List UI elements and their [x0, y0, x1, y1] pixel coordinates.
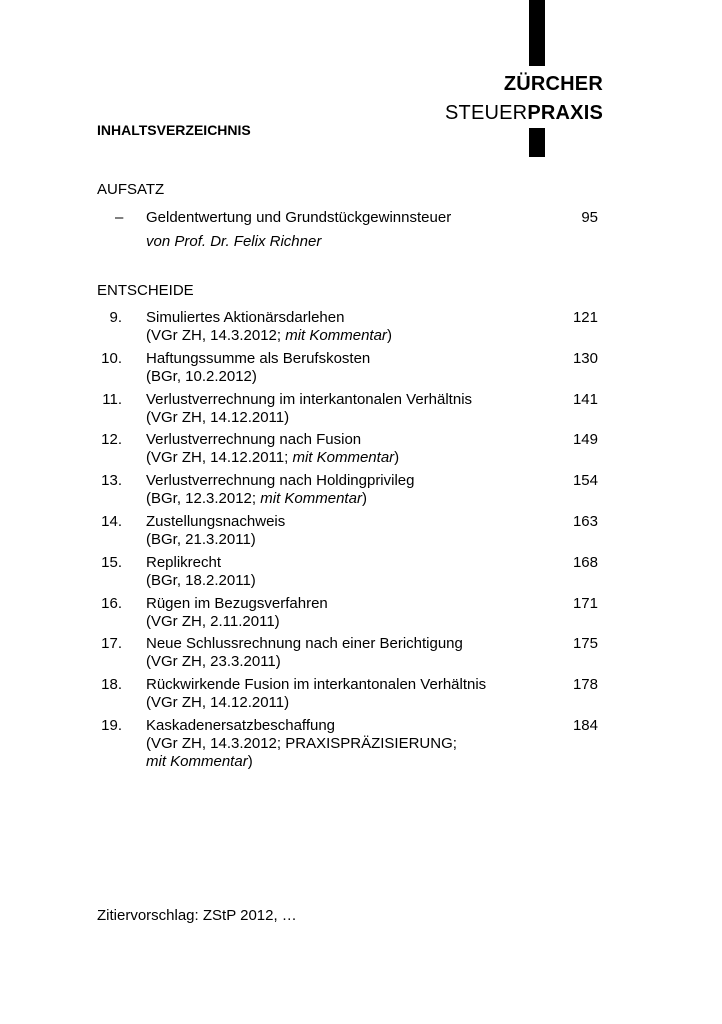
entry-source-end: ) — [386, 327, 392, 344]
entry-source: (BGr, 10.2.2012) — [146, 367, 257, 385]
entry-source-line — [146, 613, 280, 631]
entry-title: Verlustverrechnung nach Fusion — [146, 431, 362, 449]
entry-title: Rügen im Bezugsverfahren — [146, 594, 328, 612]
entry-number: 16. — [101, 594, 122, 612]
entry-source-comment: mit Kommentar — [285, 327, 387, 344]
logo-bar-top — [529, 0, 545, 66]
list-item — [0, 431, 722, 472]
list-item — [0, 717, 722, 777]
entry-number: 9. — [109, 309, 122, 326]
list-item — [0, 350, 722, 391]
entry-page: 171 — [572, 594, 598, 612]
logo-zuercher: ZÜRCHER — [503, 73, 603, 95]
entry-source-line — [146, 409, 289, 427]
entry-source-comment: mit Kommentar — [260, 490, 362, 508]
entry-source-end: ) — [361, 490, 367, 508]
entry-source-comment: mit Kommentar — [146, 752, 248, 770]
entry-page: 163 — [572, 512, 598, 530]
list-item — [0, 595, 722, 636]
entry-source-end: ) — [394, 449, 400, 467]
entry-title: Simuliertes Aktionärsdarlehen — [146, 309, 345, 326]
list-item — [0, 554, 722, 595]
entry-source: (VGr ZH, 2.11.2011) — [146, 612, 280, 630]
logo-steuerpraxis — [445, 102, 603, 125]
aufsatz-page: 95 — [581, 209, 598, 226]
logo-steuer: STEUER — [445, 102, 528, 124]
entry-source-line — [146, 449, 399, 467]
entry-number: 17. — [101, 635, 122, 653]
entry-source: (VGr ZH, 14.3.2012; — [146, 327, 286, 344]
entry-number: 14. — [101, 512, 122, 530]
entry-number: 11. — [102, 390, 122, 408]
entry-page: 168 — [572, 553, 598, 571]
citation-suggestion: Zitiervorschlag: ZStP 2012, … — [97, 907, 297, 924]
entry-title: Rückwirkende Fusion im interkantonalen Verhältnis — [146, 676, 487, 694]
entry-source: (BGr, 18.2.2011) — [146, 571, 256, 589]
entry-number: 10. — [101, 349, 122, 367]
entry-source-line — [146, 327, 392, 345]
list-item — [0, 676, 722, 717]
entry-number: 15. — [101, 553, 122, 571]
entry-number: 12. — [101, 431, 122, 449]
entry-source: (VGr ZH, 14.3.2012; PRAXISPRÄZISIERUNG; — [146, 734, 457, 752]
aufsatz-title: Geldentwertung und Grundstückgewinnsteuer — [146, 209, 452, 226]
entry-source-line — [146, 368, 257, 386]
entry-page: 141 — [572, 390, 598, 408]
entry-source: (VGr ZH, 14.12.2011) — [146, 694, 290, 712]
entry-source-line — [146, 694, 289, 712]
entry-title: Neue Schlussrechnung nach einer Berichtigung — [146, 635, 463, 653]
entry-page: 178 — [572, 676, 598, 694]
entry-number: 13. — [101, 472, 122, 490]
section-aufsatz: AUFSATZ — [97, 181, 165, 198]
entry-number: 18. — [101, 676, 122, 694]
list-item — [0, 513, 722, 554]
entry-source-end: ) — [247, 752, 253, 770]
logo-bar-bottom — [529, 128, 545, 157]
aufsatz-author: von Prof. Dr. Felix Richner — [146, 233, 322, 250]
page-title: INHALTSVERZEICHNIS — [97, 122, 251, 138]
list-item — [0, 472, 722, 513]
entscheide-list — [0, 309, 722, 777]
logo-praxis: PRAXIS — [527, 102, 603, 124]
section-entscheide: ENTSCHEIDE — [97, 282, 194, 299]
entry-title: Haftungssumme als Berufskosten — [146, 349, 371, 367]
entry-title: Verlustverrechnung im interkantonalen Verhältnis — [146, 390, 473, 408]
entry-source-comment: mit Kommentar — [292, 449, 395, 467]
entry-source: (BGr, 12.3.2012; — [146, 490, 261, 508]
entry-source: (BGr, 21.3.2011) — [146, 530, 256, 548]
list-item — [0, 635, 722, 676]
entry-page: 184 — [572, 716, 598, 734]
entry-source: (VGr ZH, 23.3.2011) — [146, 653, 281, 671]
entry-title: Replikrecht — [146, 553, 222, 571]
list-item — [0, 391, 722, 432]
entry-source: (VGr ZH, 14.12.2011) — [146, 408, 290, 426]
entry-title: Verlustverrechnung nach Holdingprivileg — [146, 472, 415, 490]
list-item — [0, 309, 722, 350]
entry-title: Kaskadenersatzbeschaffung — [146, 716, 336, 734]
entry-page: 175 — [572, 635, 598, 653]
entry-source-line — [146, 653, 281, 671]
entry-source-line — [146, 572, 256, 590]
entry-page: 121 — [572, 309, 598, 326]
entry-page: 149 — [572, 431, 598, 449]
entry-source: (VGr ZH, 14.12.2011; — [146, 449, 293, 467]
entry-title: Zustellungsnachweis — [146, 512, 286, 530]
entry-source-line — [146, 735, 457, 771]
entry-source-line — [146, 490, 367, 508]
entry-number: 19. — [101, 716, 122, 734]
entry-source-line — [146, 531, 256, 549]
aufsatz-dash: – — [115, 209, 124, 226]
entry-page: 154 — [572, 472, 598, 490]
entry-page: 130 — [572, 349, 598, 367]
